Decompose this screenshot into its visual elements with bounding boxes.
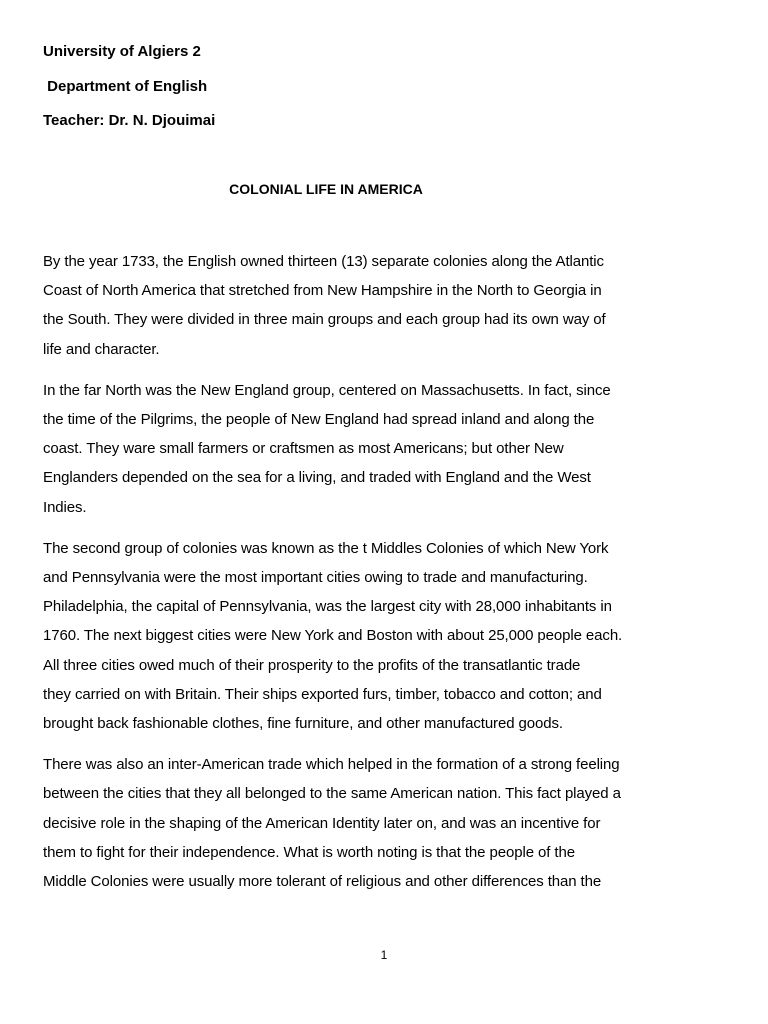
paragraph-4 bbox=[43, 750, 655, 896]
paragraph-2 bbox=[43, 376, 655, 522]
paragraph-1 bbox=[43, 247, 655, 364]
paragraph-line: Philadelphia, the capital of Pennsylvania, was the largest city with 28,000 inhabitants in bbox=[43, 598, 612, 616]
university-name: University of Algiers 2 bbox=[43, 43, 201, 60]
paragraph-line: Englanders depended on the sea for a living, and traded with England and the West bbox=[43, 469, 591, 487]
paragraph-line: and Pennsylvania were the most important cities owing to trade and manufacturing. bbox=[43, 569, 588, 587]
paragraph-line: There was also an inter-American trade which helped in the formation of a strong feeling bbox=[43, 756, 620, 774]
paragraph-line: By the year 1733, the English owned thirteen (13) separate colonies along the Atlantic bbox=[43, 253, 604, 270]
paragraph-line: In the far North was the New England group, centered on Massachusetts. In fact, since bbox=[43, 381, 611, 399]
paragraph-line: 1760. The next biggest cities were New York and Boston with about 25,000 people each. bbox=[43, 627, 623, 645]
paragraph-line: life and character. bbox=[43, 340, 160, 358]
paragraph-line: they carried on with Britain. Their ships exported furs, timber, tobacco and cotton; and bbox=[43, 685, 602, 703]
document-title: COLONIAL LIFE IN AMERICA bbox=[229, 181, 423, 197]
paragraph-line: the South. They were divided in three main groups and each group had its own way of bbox=[43, 311, 606, 329]
paragraph-line: between the cities that they all belonged to the same American nation. This fact played a bbox=[43, 785, 621, 803]
department-name: Department of English bbox=[43, 78, 208, 95]
paragraph-line: Coast of North America that stretched from New Hampshire in the North to Georgia in bbox=[43, 282, 602, 300]
paragraph-line: The second group of colonies was known as the t Middles Colonies of which New York bbox=[43, 539, 609, 557]
paragraph-line: them to fight for their independence. What is worth noting is that the people of the bbox=[43, 843, 575, 861]
paragraph-line: Indies. bbox=[43, 498, 87, 516]
page-number: 1 bbox=[380, 948, 388, 962]
teacher-name: Teacher: Dr. N. Djouimai bbox=[43, 112, 216, 129]
paragraph-line: brought back fashionable clothes, fine furniture, and other manufactured goods. bbox=[43, 715, 563, 733]
document-body bbox=[43, 247, 655, 908]
paragraph-line: coast. They ware small farmers or craftsmen as most Americans; but other New bbox=[43, 440, 564, 458]
paragraph-line: Middle Colonies were usually more tolerant of religious and other differences than the bbox=[43, 873, 602, 891]
paragraph-line: the time of the Pilgrims, the people of New England had spread inland and along the bbox=[43, 411, 595, 429]
paragraph-line: decisive role in the shaping of the American Identity later on, and was an incentive for bbox=[43, 814, 601, 832]
paragraph-line: All three cities owed much of their prosperity to the profits of the transatlantic trade bbox=[43, 656, 581, 674]
paragraph-3 bbox=[43, 534, 655, 738]
